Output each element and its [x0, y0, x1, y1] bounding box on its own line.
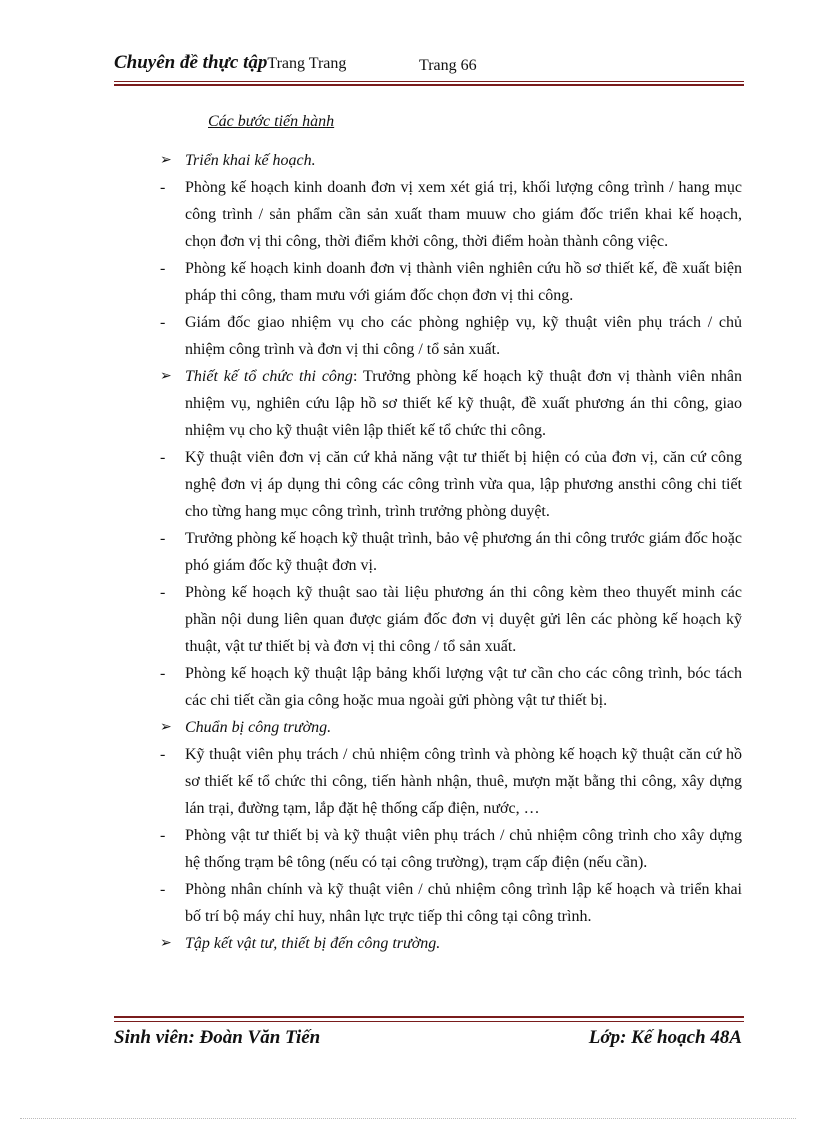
- header-rule-thin: [114, 81, 744, 82]
- header-rule-thick: [114, 84, 744, 86]
- paragraph-text: Phòng vật tư thiết bị và kỹ thuật viên phụ trách / chủ nhiệm công trình cho xây dựng hệ thống trạm bê tông (nếu có tại công trường), trạm cấp điện (nếu cần).: [185, 827, 742, 871]
- dash-paragraph: [160, 660, 742, 714]
- dash-marker: -: [160, 665, 166, 682]
- paragraph-lead: Triển khai kế hoạch.: [185, 152, 316, 169]
- dash-paragraph: [160, 822, 742, 876]
- dash-paragraph: [160, 741, 742, 822]
- footer-student: Sinh viên: Đoàn Văn Tiến: [114, 1027, 321, 1048]
- bullet-heading: [160, 363, 742, 444]
- arrow-bullet-icon: ➢: [160, 720, 172, 735]
- header-page-number: Trang 66: [419, 57, 477, 74]
- paragraph-text: Kỹ thuật viên phụ trách / chủ nhiệm công trình và phòng kế hoạch kỹ thuật căn cứ hồ sơ thiết kế tổ chức thi công, tiến hành nhận, thuê, mượn mặt bằng thi công, xây dựng lán trại, đường tạm, lắp đặt hệ thống cấp điện, nước, …: [185, 746, 742, 817]
- header-name: Trang Trang: [267, 55, 347, 72]
- dash-marker: -: [160, 449, 166, 466]
- paragraph-text: Phòng nhân chính và kỹ thuật viên / chủ nhiệm công trình lập kế hoạch và triển khai bố trí bộ máy chỉ huy, nhân lực trực tiếp thi công tại công trình.: [185, 881, 742, 925]
- dash-paragraph: [160, 876, 742, 930]
- dash-marker: -: [160, 314, 166, 331]
- bullet-heading: [160, 714, 742, 741]
- paragraph-lead: Tập kết vật tư, thiết bị đến công trường.: [185, 935, 441, 952]
- footer-rule-thin: [114, 1021, 744, 1022]
- arrow-bullet-icon: ➢: [160, 369, 172, 384]
- dash-paragraph: [160, 309, 742, 363]
- dash-marker: -: [160, 746, 166, 763]
- paragraph-text: Phòng kế hoạch kinh doanh đơn vị xem xét giá trị, khối lượng công trình / hang mục công trình / sản phẩm cần sản xuất tham muuw cho giám đốc triển khai kế hoạch, chọn đơn vị thi công, thời điểm khởi công, thời điểm hoàn thành công việc.: [185, 179, 742, 250]
- paragraph-lead: Chuẩn bị công trường.: [185, 719, 332, 736]
- page-header: [114, 52, 744, 82]
- footer-class: Lớp: Kế hoạch 48A: [588, 1027, 742, 1048]
- dash-paragraph: [160, 525, 742, 579]
- paragraph-text: Giám đốc giao nhiệm vụ cho các phòng nghiệp vụ, kỹ thuật viên phụ trách / chủ nhiệm công trình và đơn vị thi công / tổ sản xuất.: [185, 314, 742, 358]
- dash-marker: -: [160, 530, 166, 547]
- dash-marker: -: [160, 584, 166, 601]
- dash-paragraph: [160, 174, 742, 255]
- dash-marker: -: [160, 179, 166, 196]
- dash-marker: -: [160, 881, 166, 898]
- footer-rule-thick: [114, 1016, 744, 1018]
- paragraph-text: Phòng kế hoạch kỹ thuật lập bảng khối lượng vật tư cần cho các công trình, bóc tách các chi tiết cần gia công hoặc mua ngoài gửi phòng vật tư thiết bị.: [185, 665, 742, 709]
- dash-paragraph: [160, 444, 742, 525]
- arrow-bullet-icon: ➢: [160, 153, 172, 168]
- document-body: [160, 147, 742, 957]
- paragraph-text: : Trưởng phòng kế hoạch kỹ thuật đơn vị thành viên nhân nhiệm vụ, nghiên cứu lập hồ sơ thiết kế kỹ thuật, đề xuất phương án thi công, giao nhiệm vụ cho kỹ thuật viên lập thiết kế tổ chức thi công.: [185, 368, 742, 439]
- bullet-heading: [160, 147, 742, 174]
- paragraph-text: Phòng kế hoạch kỹ thuật sao tài liệu phương án thi công kèm theo thuyết minh các phần nội dung liên quan được giám đốc đơn vị duyệt gửi lên các phòng kế hoạch kỹ thuật, vật tư thiết bị và đơn vị thi công / tổ sản xuất.: [185, 584, 742, 655]
- header-title: Chuyên đề thực tập: [114, 52, 268, 73]
- dash-marker: -: [160, 260, 166, 277]
- dash-paragraph: [160, 255, 742, 309]
- dash-marker: -: [160, 827, 166, 844]
- dash-paragraph: [160, 579, 742, 660]
- paragraph-lead: Thiết kế tổ chức thi công: [185, 368, 353, 385]
- section-title: Các bước tiến hành: [208, 113, 335, 130]
- paragraph-text: Kỹ thuật viên đơn vị căn cứ khả năng vật tư thiết bị hiện có của đơn vị, căn cứ công nghệ đơn vị áp dụng thi công các công trình vừa qua, lập phương ansthi công chi tiết cho từng hang mục công trình, trình trưởng phòng duyệt.: [185, 449, 742, 520]
- paragraph-text: Trưởng phòng kế hoạch kỹ thuật trình, bảo vệ phương án thi công trước giám đốc hoặc phó giám đốc kỹ thuật đơn vị.: [185, 530, 742, 574]
- arrow-bullet-icon: ➢: [160, 936, 172, 951]
- page-bottom-dotted-line: [20, 1118, 796, 1119]
- bullet-heading: [160, 930, 742, 957]
- paragraph-text: Phòng kế hoạch kinh doanh đơn vị thành viên nghiên cứu hồ sơ thiết kế, đề xuất biện pháp thi công, tham mưu với giám đốc chọn đơn vị thi công.: [185, 260, 742, 304]
